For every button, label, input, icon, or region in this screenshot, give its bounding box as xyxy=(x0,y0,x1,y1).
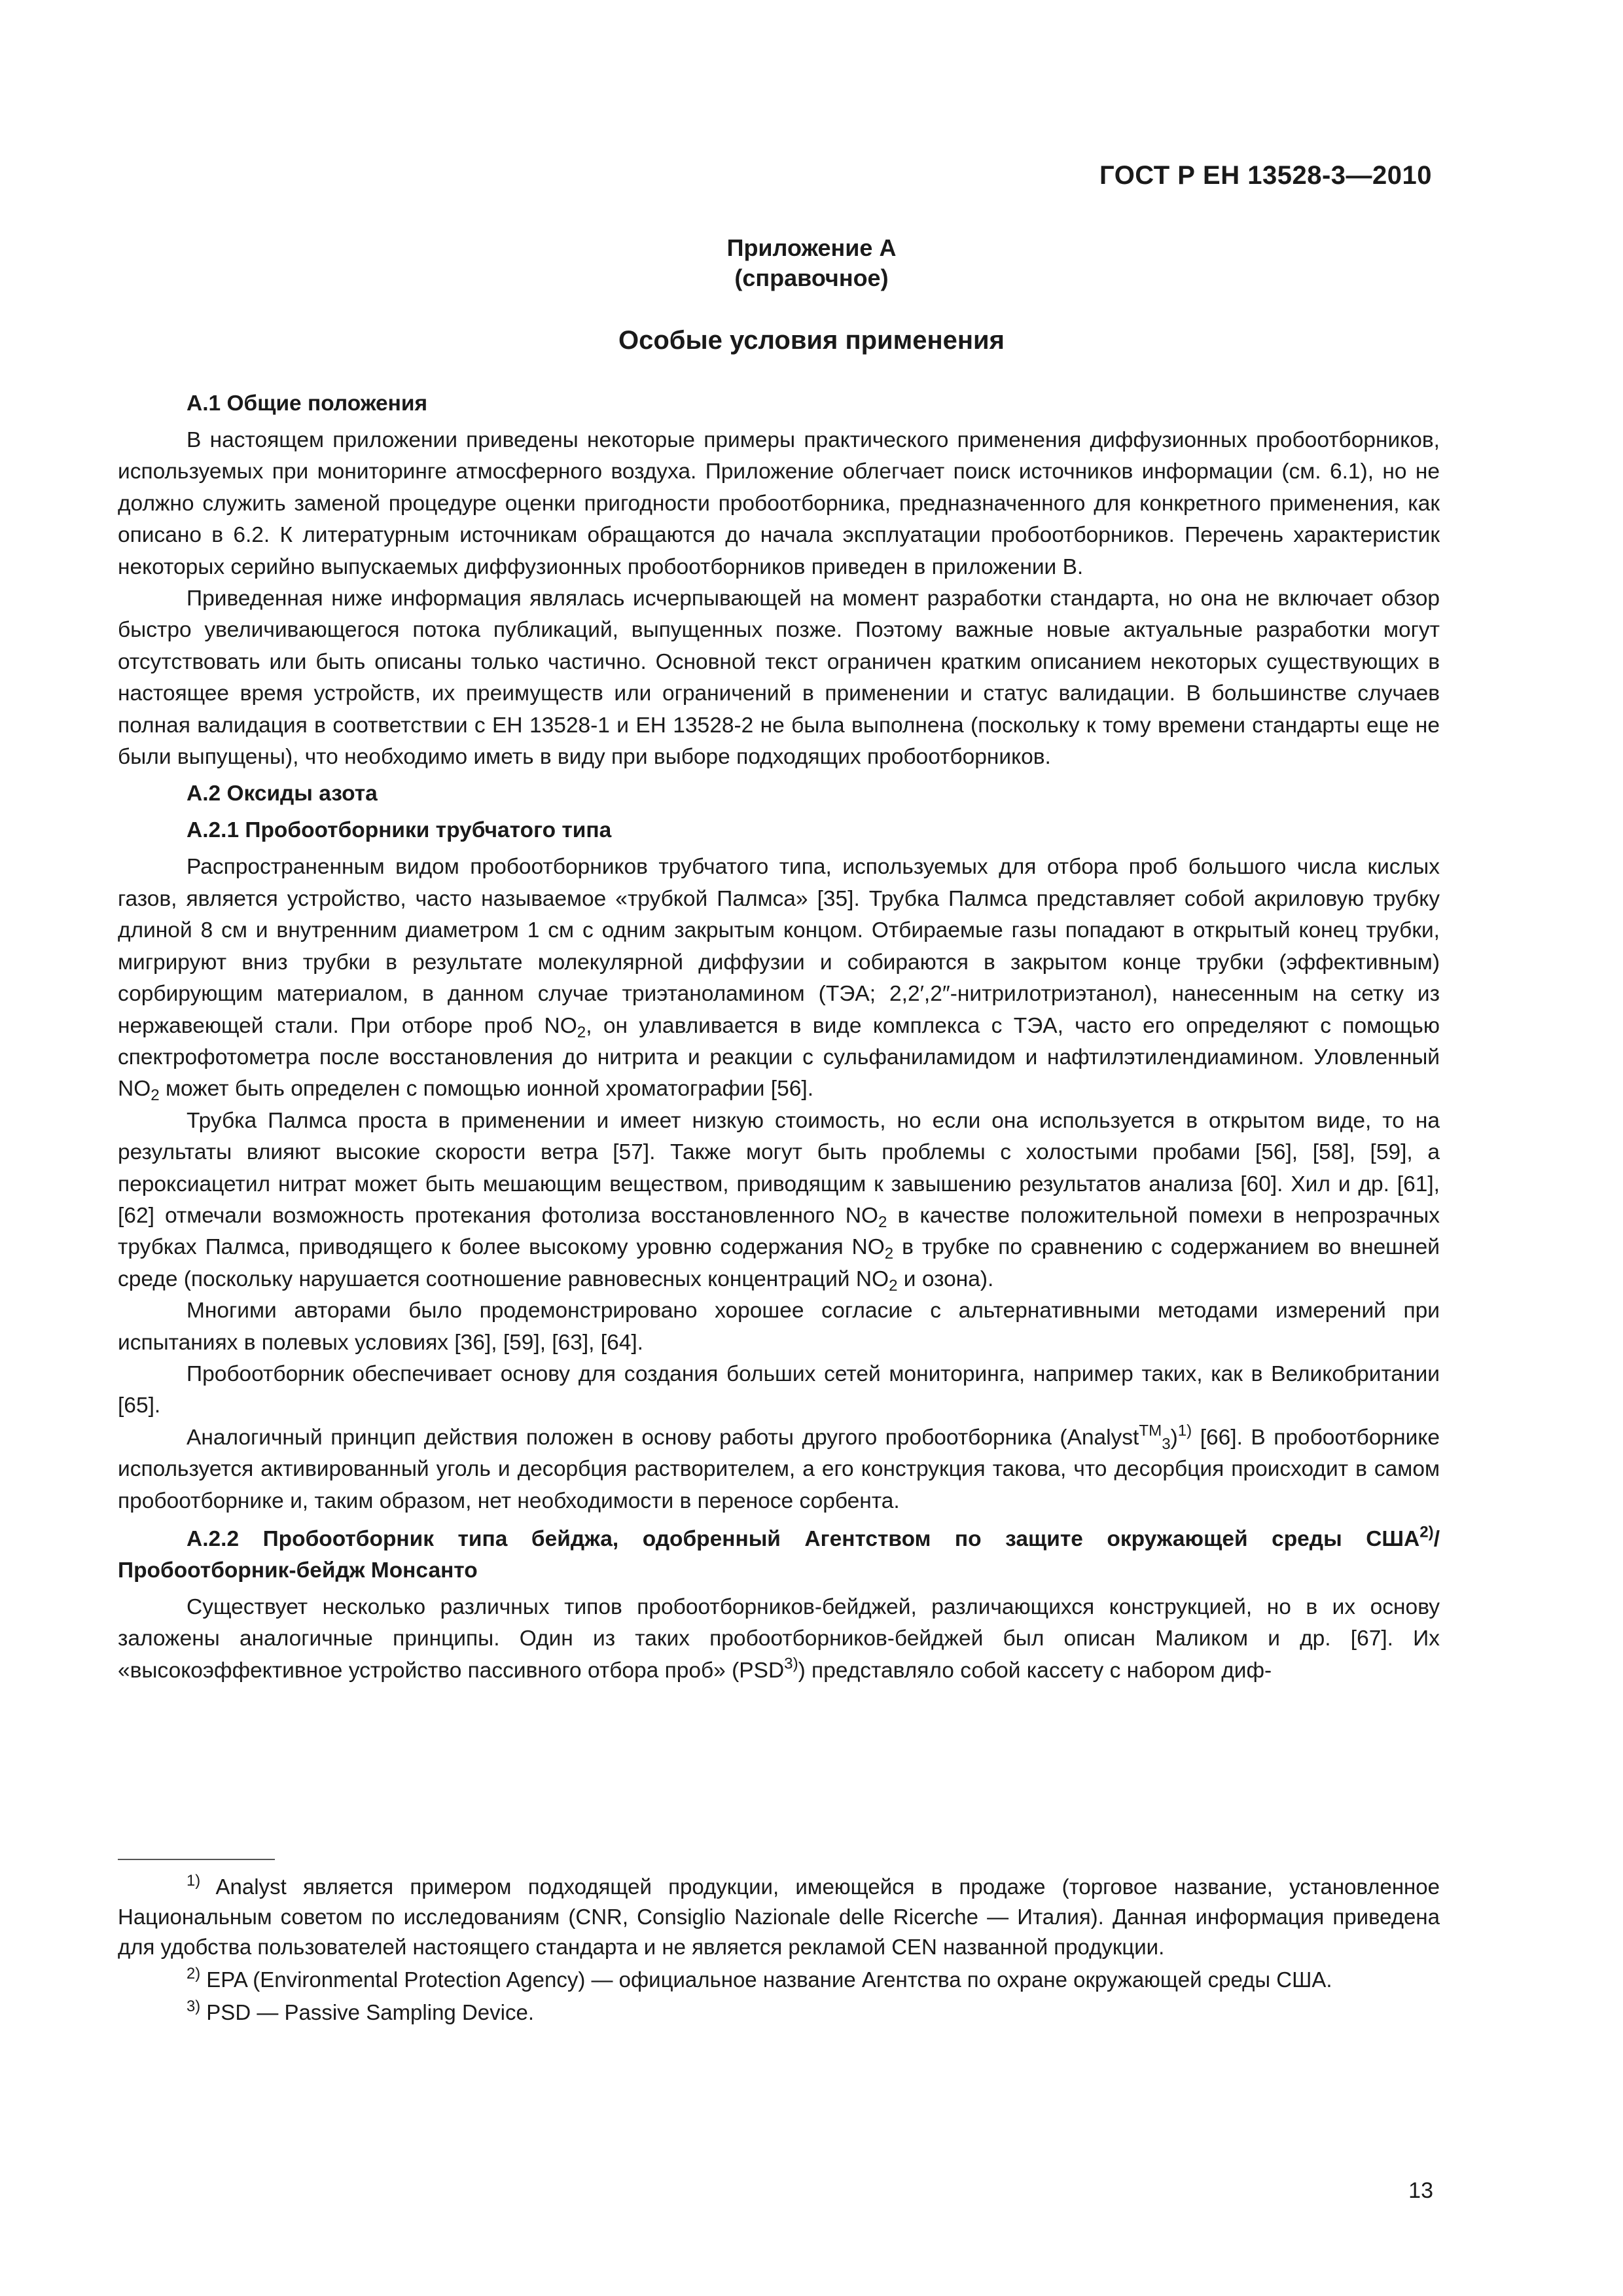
section-a21-paragraph: Аналогичный принцип действия положен в основу работы другого пробоотборника (Analyst™$_3$)$^{1)}$ [66]. В пробоотборнике используется активированный уголь и десорбция растворителем, а его конструкция такова, что десорбция происходит в самом пробоотборнике и, таким образом, нет необходимости в переносе сорбента. xyxy=(118,1422,1440,1513)
section-a21-paragraph: Многими авторами было продемонстрировано хорошее согласие с альтернативными методами измерений при испытаниях в полевых условиях [36], [59], [63], [64]. xyxy=(118,1299,1440,1355)
section-a1-paragraph: Приведенная ниже информация являлась исчерпывающей на момент разработки стандарта, но она не включает обзор быстро увеличивающегося потока публикаций, выпущенных позже. Поэтому важные новые актуальные разработки могут отсутствовать или быть описаны только частично. Основной текст ограничен кратким описанием некоторых существующих в настоящее время устройств, их преимуществ или ограничений в применении и статус валидации. В большинстве случаев полная валидация в соответствии с ЕН 13528-1 и ЕН 13528-2 не была выполнена (поскольку к тому времени стандарты еще не были выпущены), что необходимо иметь в виду при выборе подходящих пробоотборников. xyxy=(118,586,1440,770)
footnote-ref: 2) xyxy=(1419,1523,1434,1541)
section-a21-paragraph: Пробоотборник обеспечивает основу для создания больших сетей мониторинга, например таких, как в Великобритании [65]. xyxy=(118,1361,1440,1418)
standard-code: ГОСТ Р ЕН 13528-3—2010 xyxy=(1099,161,1432,190)
section-a1-paragraph: В настоящем приложении приведены некоторые примеры практического применения диффузионных пробоотборников, используемых при мониторинге атмосферного воздуха. Приложение облегчает поиск источников информации (см. 6.1), но не должно служить заменой процедуре оценки пригодности пробоотборника, предназначенного для конкретного применения, как описано в 6.2. К литературным источникам обращаются до начала эксплуатации пробоотборников. Перечень характеристик некоторых серийно выпускаемых диффузионных пробоотборников приведен в приложении В. xyxy=(118,428,1440,579)
section-a21-paragraph: Трубка Палмса проста в применении и имеет низкую стоимость, но если она используется в открытом виде, то на результаты влияют высокие скорости ветра [57]. Также могут быть проблемы с холостыми пробами [56], [58], [59], а пероксиацетил нитрат может быть мешающим веществом, приводящим к завышению результатов анализа [60]. Хил и др. [61], [62] отмечали возможность протекания фотолиза восстановленного $NO_2$ в качестве положительной помехи в непрозрачных трубках Палмса, приводящего к более высокому уровню содержания $NO_2$ в трубке по сравнению с содержанием во внешней среде (поскольку нарушается соотношение равновесных концентраций $NO_2$ и озона). xyxy=(118,1108,1440,1295)
section-a21-paragraph: Распространенным видом пробоотборников трубчатого типа, используемых для отбора проб большого числа кислых газов, является устройство, часто называемое «трубкой Палмса» [35]. Трубка Палмса представляет собой акриловую трубку длиной 8 см и внутренним диаметром 1 см с одним закрытым концом. Отбираемые газы попадают в открытый конец трубки, мигрируют вниз трубки в результате молекулярной диффузии и собираются в закрытом конце трубки (эффективным) сорбирующим материалом, в данном случае триэтаноламином (ТЭА; 2,2′,2″-нитрилотриэтанол), нанесенным на сетку из нержавеющей стали. При отборе проб $NO_2$, он улавливается в виде комплекса с ТЭА, часто его определяют с помощью спектрофотометра после восстановления до нитрита и реакции с сульфаниламидом и нафтилэтилендиамином. Уловленный $NO_2$ может быть определен с помощью ионной хроматографии [56]. xyxy=(118,855,1440,1105)
section-a2-title: А.2 Оксиды азота xyxy=(187,781,378,806)
section-a22-title: А.2.2 Пробоотборник типа бейджа, одобренный Агентством по защите окружающей среды США$^{2)}$/Пробоотборник-бейдж Монсанто xyxy=(118,1523,1440,1583)
footnote-1: $^{1)}$ Analyst является примером подходящей продукции, имеющейся в продаже (торговое название, установленное Национальным советом по исследованиям (CNR, Consiglio Nazionale delle Ricerche — Италия). Данная информация приведена для удобства пользователей настоящего стандарта и не является рекламой CEN названной продукции. xyxy=(118,1871,1440,1959)
footnote-divider xyxy=(118,1859,275,1860)
footnote-ref: 3) xyxy=(784,1655,798,1673)
annex-type: (справочное) xyxy=(734,264,889,291)
body-text xyxy=(118,383,1440,1687)
footnotes xyxy=(118,1872,1440,2030)
section-a1-title: А.1 Общие положения xyxy=(187,391,428,416)
section-a22-paragraph: Существует несколько различных типов пробоотборников-бейджей, различающихся конструкцией, но в их основу заложены аналогичные принципы. Один из таких пробоотборников-бейджей был описан Маликом и др. [67]. Их «высокоэффективное устройство пассивного отбора проб» (PSD$^{3)}$) представляло собой кассету с набором диф- xyxy=(118,1595,1440,1683)
footnote-3: $^{3)}$ PSD — Passive Sampling Device. xyxy=(187,1997,534,2024)
footnote-ref: 1) xyxy=(1177,1422,1192,1440)
annex-title: Приложение А xyxy=(726,234,897,261)
footnote-2: $^{2)}$ EPA (Environmental Protection Agency) — официальное название Агентства по охране окружающей среды США. xyxy=(187,1964,1332,1992)
page-number: 13 xyxy=(1408,2178,1433,2203)
annex-heading: Особые условия применения xyxy=(618,326,1005,355)
section-a21-title: А.2.1 Пробоотборники трубчатого типа xyxy=(187,818,612,843)
